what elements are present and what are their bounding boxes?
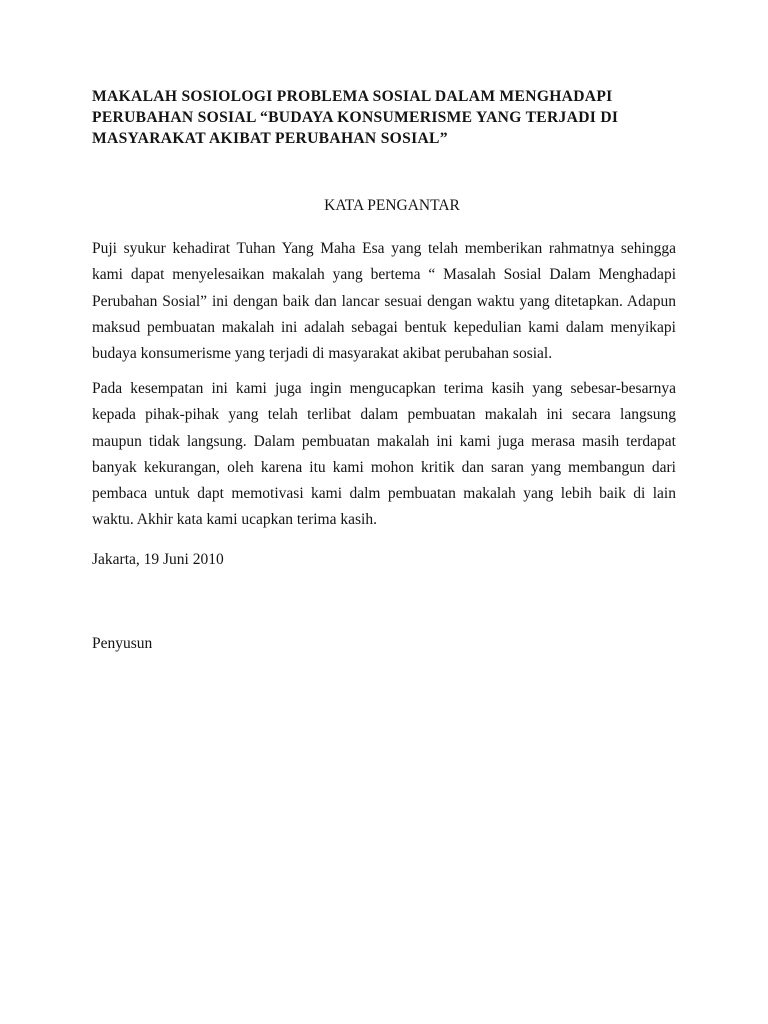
signature-label: Penyusun <box>92 635 153 652</box>
section-heading-kata-pengantar: KATA PENGANTAR <box>324 197 460 214</box>
date-line: Jakarta, 19 Juni 2010 <box>92 551 224 568</box>
paragraph-1: Puji syukur kehadirat Tuhan Yang Maha Esa yang telah memberikan rahmatnya sehingga kami dapat menyelesaikan makalah yang bertema “ Masalah Sosial Dalam Menghadapi Perubahan Sosial” ini dengan baik dan lancar sesuai dengan waktu yang ditetapkan. Adapun maksud pembuatan makalah ini adalah sebagai bentuk kepedulian kami dalam menyikapi budaya konsumerisme yang terjadi di masyarakat akibat perubahan sosial. <box>92 240 676 363</box>
document-title: MAKALAH SOSIOLOGI PROBLEMA SOSIAL DALAM MENGHADAPI PERUBAHAN SOSIAL “BUDAYA KONSUMERISME YANG TERJADI DI MASYARAKAT AKIBAT PERUBAHAN SOSIAL” <box>92 88 619 147</box>
paragraph-2: Pada kesempatan ini kami juga ingin mengucapkan terima kasih yang sebesar-besarnya kepada pihak-pihak yang telah terlibat dalam pembuatan makalah ini secara langsung maupun tidak langsung. Dalam pembuatan makalah ini kami juga merasa masih terdapat banyak kekurangan, oleh karena itu kami mohon kritik dan saran yang membangun dari pembaca untuk dapt memotivasi kami dalm pembuatan makalah yang lebih baik di lain waktu. Akhir kata kami ucapkan terima kasih. <box>92 380 676 529</box>
